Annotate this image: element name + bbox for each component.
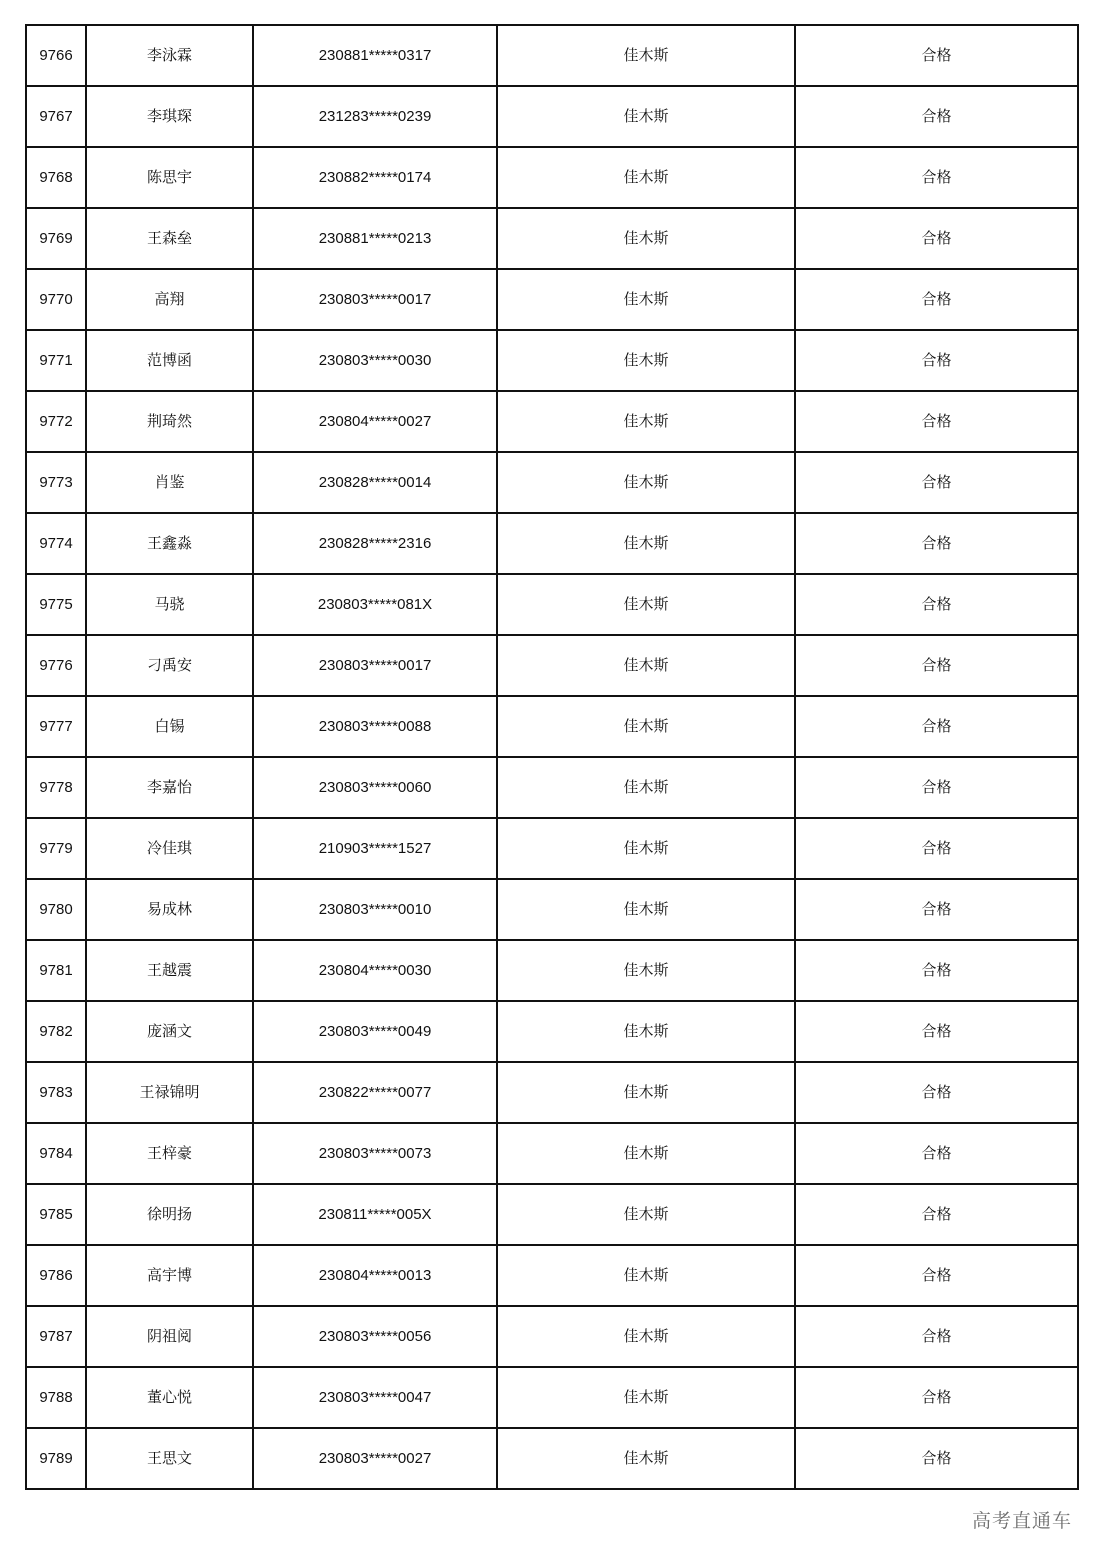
cell-name: 李琪琛 bbox=[86, 86, 253, 147]
cell-id-number: 230803*****0027 bbox=[253, 1428, 497, 1489]
cell-id-number: 230822*****0077 bbox=[253, 1062, 497, 1123]
cell-name: 刁禹安 bbox=[86, 635, 253, 696]
cell-id-number: 231283*****0239 bbox=[253, 86, 497, 147]
cell-id-number: 230803*****0049 bbox=[253, 1001, 497, 1062]
cell-name: 王思文 bbox=[86, 1428, 253, 1489]
cell-serial-number: 9768 bbox=[26, 147, 86, 208]
cell-city: 佳木斯 bbox=[497, 86, 795, 147]
cell-city: 佳木斯 bbox=[497, 147, 795, 208]
cell-name: 肖鉴 bbox=[86, 452, 253, 513]
cell-id-number: 230803*****0056 bbox=[253, 1306, 497, 1367]
cell-city: 佳木斯 bbox=[497, 818, 795, 879]
cell-name: 李泳霖 bbox=[86, 25, 253, 86]
cell-result: 合格 bbox=[795, 1306, 1078, 1367]
cell-name: 王森垒 bbox=[86, 208, 253, 269]
cell-serial-number: 9773 bbox=[26, 452, 86, 513]
cell-serial-number: 9778 bbox=[26, 757, 86, 818]
cell-serial-number: 9783 bbox=[26, 1062, 86, 1123]
table-row bbox=[26, 391, 1078, 452]
table-row bbox=[26, 940, 1078, 1001]
results-table bbox=[25, 24, 1079, 1490]
cell-id-number: 230804*****0027 bbox=[253, 391, 497, 452]
cell-serial-number: 9772 bbox=[26, 391, 86, 452]
table-row bbox=[26, 1428, 1078, 1489]
cell-id-number: 230828*****0014 bbox=[253, 452, 497, 513]
cell-result: 合格 bbox=[795, 1428, 1078, 1489]
cell-name: 王梓豪 bbox=[86, 1123, 253, 1184]
cell-id-number: 230811*****005X bbox=[253, 1184, 497, 1245]
table-row bbox=[26, 25, 1078, 86]
cell-name: 王鑫淼 bbox=[86, 513, 253, 574]
table-row bbox=[26, 635, 1078, 696]
cell-result: 合格 bbox=[795, 757, 1078, 818]
cell-city: 佳木斯 bbox=[497, 330, 795, 391]
cell-name: 徐明扬 bbox=[86, 1184, 253, 1245]
cell-serial-number: 9786 bbox=[26, 1245, 86, 1306]
cell-serial-number: 9779 bbox=[26, 818, 86, 879]
cell-city: 佳木斯 bbox=[497, 452, 795, 513]
table-row bbox=[26, 86, 1078, 147]
table-row bbox=[26, 1245, 1078, 1306]
table-row bbox=[26, 1184, 1078, 1245]
cell-result: 合格 bbox=[795, 330, 1078, 391]
cell-id-number: 230881*****0317 bbox=[253, 25, 497, 86]
cell-result: 合格 bbox=[795, 1001, 1078, 1062]
cell-id-number: 230803*****0088 bbox=[253, 696, 497, 757]
table-row bbox=[26, 1306, 1078, 1367]
cell-city: 佳木斯 bbox=[497, 1306, 795, 1367]
cell-serial-number: 9789 bbox=[26, 1428, 86, 1489]
cell-serial-number: 9770 bbox=[26, 269, 86, 330]
cell-city: 佳木斯 bbox=[497, 940, 795, 1001]
cell-serial-number: 9766 bbox=[26, 25, 86, 86]
table-row bbox=[26, 513, 1078, 574]
cell-city: 佳木斯 bbox=[497, 574, 795, 635]
table-row bbox=[26, 330, 1078, 391]
cell-name: 王禄锦明 bbox=[86, 1062, 253, 1123]
cell-city: 佳木斯 bbox=[497, 757, 795, 818]
table-row bbox=[26, 452, 1078, 513]
table-row bbox=[26, 1367, 1078, 1428]
cell-name: 阴祖阅 bbox=[86, 1306, 253, 1367]
cell-id-number: 230881*****0213 bbox=[253, 208, 497, 269]
cell-result: 合格 bbox=[795, 452, 1078, 513]
cell-name: 庞涵文 bbox=[86, 1001, 253, 1062]
cell-city: 佳木斯 bbox=[497, 1428, 795, 1489]
cell-id-number: 230803*****081X bbox=[253, 574, 497, 635]
cell-serial-number: 9776 bbox=[26, 635, 86, 696]
cell-city: 佳木斯 bbox=[497, 269, 795, 330]
table-row bbox=[26, 147, 1078, 208]
cell-city: 佳木斯 bbox=[497, 1062, 795, 1123]
cell-serial-number: 9767 bbox=[26, 86, 86, 147]
cell-id-number: 230803*****0010 bbox=[253, 879, 497, 940]
cell-result: 合格 bbox=[795, 1184, 1078, 1245]
cell-serial-number: 9780 bbox=[26, 879, 86, 940]
cell-id-number: 230803*****0017 bbox=[253, 635, 497, 696]
cell-name: 李嘉怡 bbox=[86, 757, 253, 818]
table-row bbox=[26, 208, 1078, 269]
roster-sheet bbox=[25, 24, 1077, 1490]
cell-city: 佳木斯 bbox=[497, 391, 795, 452]
cell-city: 佳木斯 bbox=[497, 1123, 795, 1184]
cell-name: 董心悦 bbox=[86, 1367, 253, 1428]
cell-id-number: 230803*****0017 bbox=[253, 269, 497, 330]
cell-result: 合格 bbox=[795, 940, 1078, 1001]
table-row bbox=[26, 1123, 1078, 1184]
cell-result: 合格 bbox=[795, 86, 1078, 147]
cell-city: 佳木斯 bbox=[497, 1367, 795, 1428]
cell-name: 王越震 bbox=[86, 940, 253, 1001]
cell-result: 合格 bbox=[795, 391, 1078, 452]
cell-id-number: 230804*****0013 bbox=[253, 1245, 497, 1306]
cell-result: 合格 bbox=[795, 1367, 1078, 1428]
cell-city: 佳木斯 bbox=[497, 1245, 795, 1306]
cell-result: 合格 bbox=[795, 879, 1078, 940]
cell-result: 合格 bbox=[795, 1123, 1078, 1184]
cell-id-number: 210903*****1527 bbox=[253, 818, 497, 879]
cell-name: 白锡 bbox=[86, 696, 253, 757]
cell-result: 合格 bbox=[795, 513, 1078, 574]
cell-city: 佳木斯 bbox=[497, 208, 795, 269]
results-table-body bbox=[26, 25, 1078, 1489]
table-row bbox=[26, 269, 1078, 330]
cell-id-number: 230803*****0030 bbox=[253, 330, 497, 391]
table-row bbox=[26, 1062, 1078, 1123]
cell-city: 佳木斯 bbox=[497, 635, 795, 696]
cell-serial-number: 9787 bbox=[26, 1306, 86, 1367]
cell-serial-number: 9775 bbox=[26, 574, 86, 635]
cell-result: 合格 bbox=[795, 574, 1078, 635]
cell-name: 高宇博 bbox=[86, 1245, 253, 1306]
cell-result: 合格 bbox=[795, 818, 1078, 879]
cell-name: 范博函 bbox=[86, 330, 253, 391]
table-row bbox=[26, 1001, 1078, 1062]
cell-city: 佳木斯 bbox=[497, 1184, 795, 1245]
cell-city: 佳木斯 bbox=[497, 879, 795, 940]
cell-serial-number: 9785 bbox=[26, 1184, 86, 1245]
cell-name: 易成林 bbox=[86, 879, 253, 940]
cell-id-number: 230804*****0030 bbox=[253, 940, 497, 1001]
cell-result: 合格 bbox=[795, 1062, 1078, 1123]
cell-city: 佳木斯 bbox=[497, 696, 795, 757]
cell-result: 合格 bbox=[795, 1245, 1078, 1306]
cell-name: 陈思宇 bbox=[86, 147, 253, 208]
table-row bbox=[26, 696, 1078, 757]
cell-serial-number: 9769 bbox=[26, 208, 86, 269]
cell-serial-number: 9771 bbox=[26, 330, 86, 391]
cell-result: 合格 bbox=[795, 208, 1078, 269]
cell-city: 佳木斯 bbox=[497, 1001, 795, 1062]
cell-city: 佳木斯 bbox=[497, 25, 795, 86]
cell-name: 高翔 bbox=[86, 269, 253, 330]
table-row bbox=[26, 818, 1078, 879]
cell-name: 马骁 bbox=[86, 574, 253, 635]
cell-id-number: 230882*****0174 bbox=[253, 147, 497, 208]
cell-id-number: 230828*****2316 bbox=[253, 513, 497, 574]
table-row bbox=[26, 574, 1078, 635]
cell-serial-number: 9781 bbox=[26, 940, 86, 1001]
cell-name: 荆琦然 bbox=[86, 391, 253, 452]
cell-result: 合格 bbox=[795, 25, 1078, 86]
cell-result: 合格 bbox=[795, 635, 1078, 696]
cell-serial-number: 9782 bbox=[26, 1001, 86, 1062]
cell-serial-number: 9784 bbox=[26, 1123, 86, 1184]
watermark: 高考直通车 bbox=[970, 1506, 1074, 1533]
cell-serial-number: 9774 bbox=[26, 513, 86, 574]
table-row bbox=[26, 757, 1078, 818]
cell-name: 冷佳琪 bbox=[86, 818, 253, 879]
cell-id-number: 230803*****0073 bbox=[253, 1123, 497, 1184]
cell-city: 佳木斯 bbox=[497, 513, 795, 574]
cell-result: 合格 bbox=[795, 696, 1078, 757]
cell-serial-number: 9788 bbox=[26, 1367, 86, 1428]
cell-result: 合格 bbox=[795, 269, 1078, 330]
table-row bbox=[26, 879, 1078, 940]
cell-id-number: 230803*****0047 bbox=[253, 1367, 497, 1428]
cell-id-number: 230803*****0060 bbox=[253, 757, 497, 818]
cell-result: 合格 bbox=[795, 147, 1078, 208]
cell-serial-number: 9777 bbox=[26, 696, 86, 757]
